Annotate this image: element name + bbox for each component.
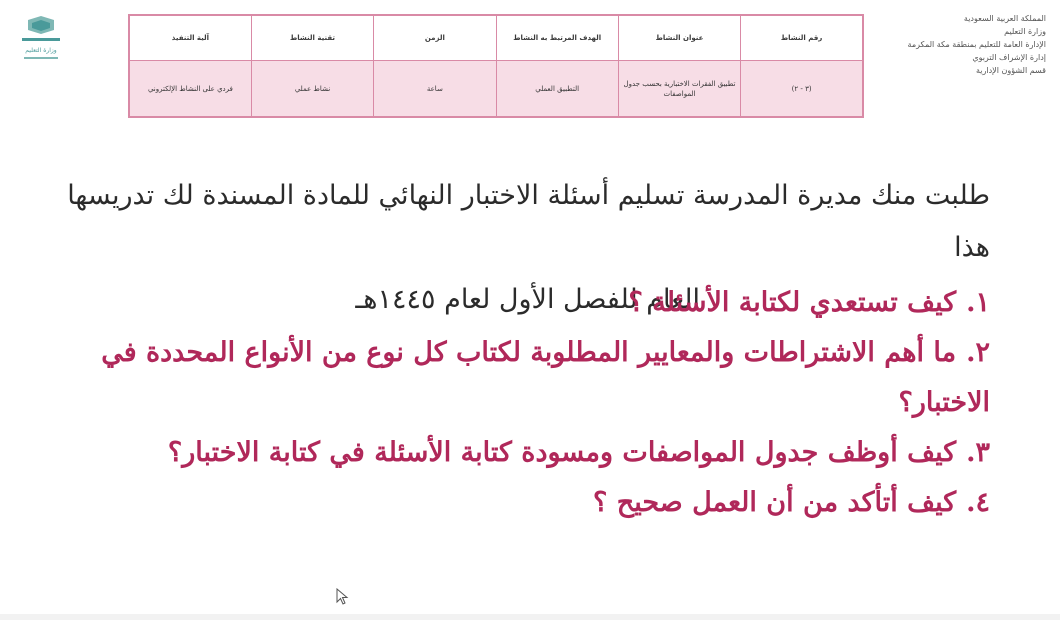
mouse-cursor-icon (336, 588, 350, 606)
question-list (40, 278, 990, 528)
question-number: ٣. (966, 437, 990, 468)
scenario-line: طلبت منك مديرة المدرسة تسليم أسئلة الاختبار النهائي للمادة المسندة لك تدريسها هذا (67, 180, 990, 263)
table-row (129, 61, 863, 118)
column-header: الزمن (374, 15, 496, 61)
header-line: الإدارة العامة للتعليم بمنطقة مكة المكرمة (907, 40, 1046, 49)
table-cell: ساعة (374, 61, 496, 118)
header-line: إدارة الإشراف التربوي (972, 53, 1046, 62)
list-item (40, 328, 990, 428)
question-text: كيف أوظف جدول المواصفات ومسودة كتابة الأسئلة في كتابة الاختبار؟ (167, 437, 957, 468)
question-text: ما أهم الاشتراطات والمعايير المطلوبة لكتاب كل نوع من الأنواع المحددة في الاختبار؟ (101, 337, 990, 418)
ministry-header (886, 12, 1046, 77)
ministry-logo-icon (10, 14, 72, 66)
scenario-line: العام للفصل الأول لعام ١٤٤٥هـ (355, 284, 700, 315)
list-item (40, 278, 990, 328)
bottom-divider (0, 614, 1060, 620)
question-number: ٢. (966, 337, 990, 368)
question-text: كيف أتأكد من أن العمل صحيح ؟ (593, 487, 957, 518)
table-cell: (٣ - ٢) (741, 61, 863, 118)
activity-table (128, 14, 864, 118)
question-number: ١. (966, 287, 990, 318)
header-line: المملكة العربية السعودية (963, 14, 1046, 23)
logo-text: وزارة التعليم (25, 47, 57, 54)
column-header: عنوان النشاط (618, 15, 740, 61)
column-header: الهدف المرتبط به النشاط (496, 15, 618, 61)
table-header-row (129, 15, 863, 61)
column-header: رقم النشاط (741, 15, 863, 61)
question-text: كيف تستعدي لكتابة الأسئلة ؟ (628, 287, 957, 318)
table-cell: فردي على النشاط الإلكتروني (129, 61, 251, 118)
table-cell: تطبيق الفقرات الاختبارية بحسب جدول المواصفات (618, 61, 740, 118)
header-line: قسم الشؤون الإدارية (976, 66, 1046, 75)
column-header: آلية التنفيذ (129, 15, 251, 61)
list-item (40, 428, 990, 478)
table-cell: التطبيق العملي (496, 61, 618, 118)
table-cell: نشاط عملي (251, 61, 373, 118)
question-number: ٤. (966, 487, 990, 518)
column-header: تقنية النشاط (251, 15, 373, 61)
list-item (40, 478, 990, 528)
header-line: وزارة التعليم (1004, 27, 1046, 36)
